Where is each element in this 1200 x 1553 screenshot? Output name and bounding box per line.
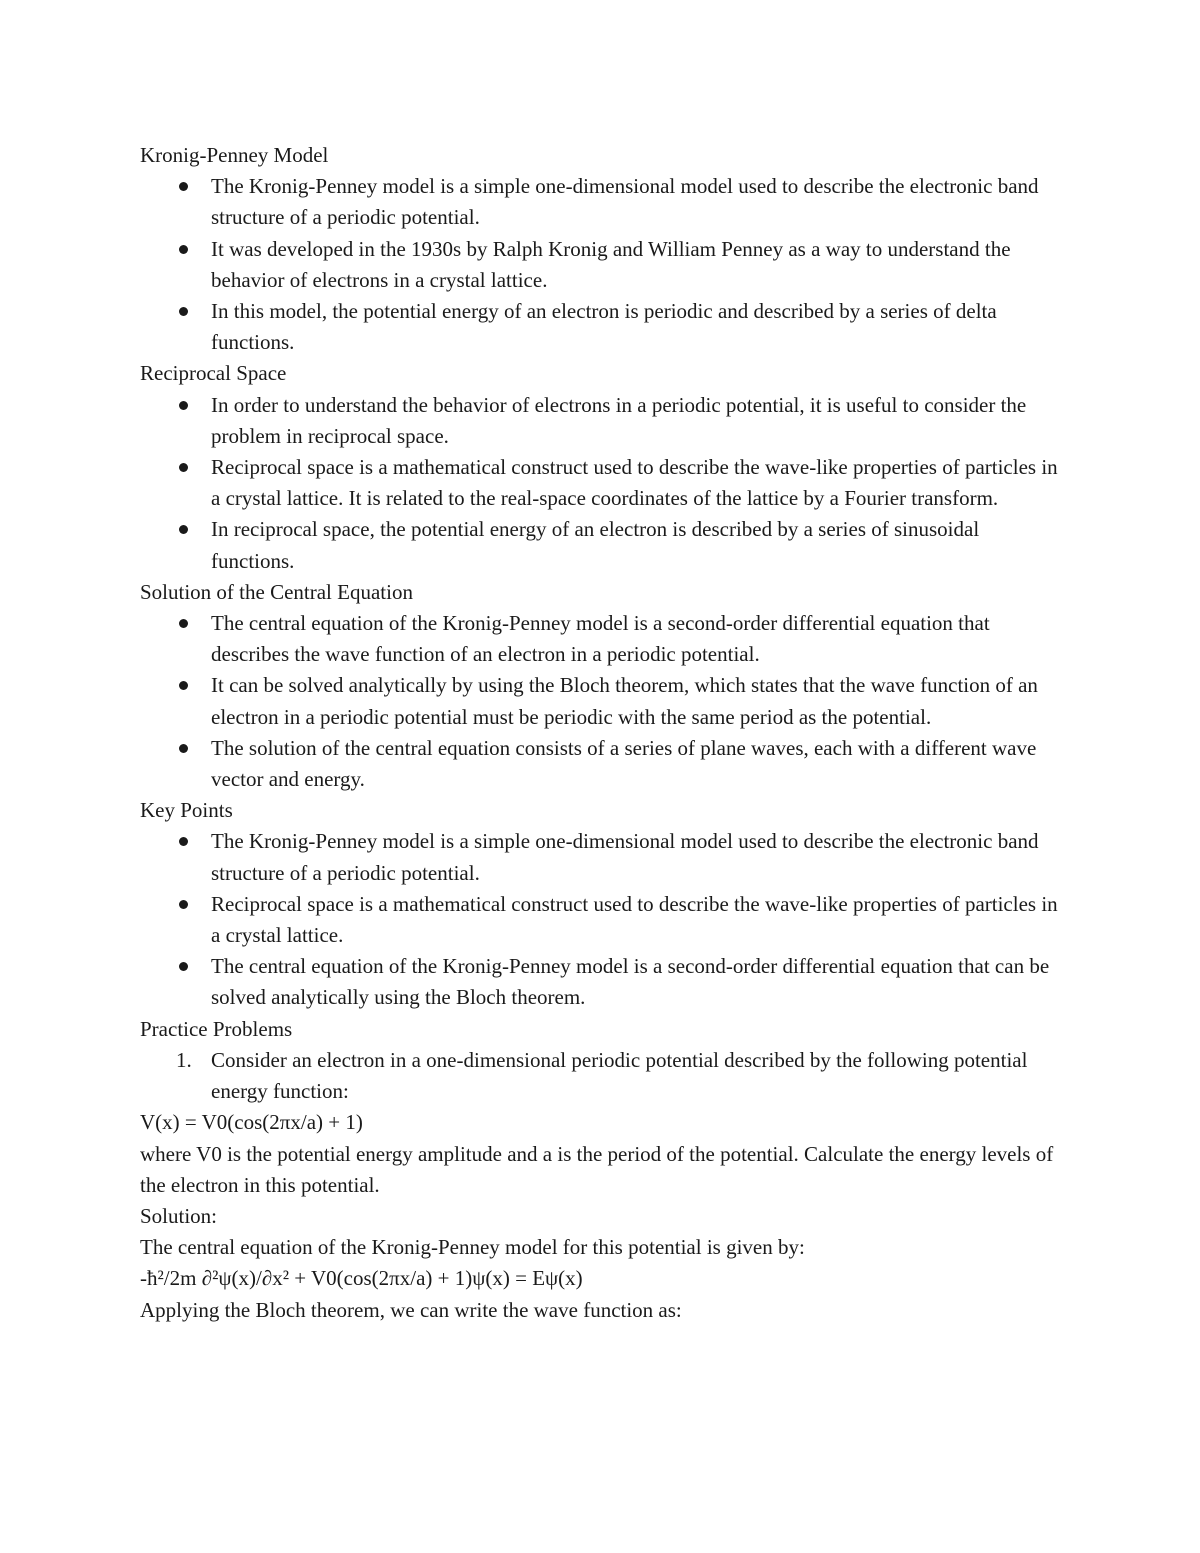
section-title: Kronig-Penney Model xyxy=(140,143,329,167)
bullet-dot-icon xyxy=(179,744,188,753)
bullet-dot-icon xyxy=(179,962,188,971)
bullet-item: The solution of the central equation consists of a series of plane waves, each with a different wave vector and energy. xyxy=(211,733,1060,795)
section-title: Reciprocal Space xyxy=(140,361,287,386)
bullet-list xyxy=(140,826,1060,1013)
bullet-list xyxy=(140,608,1060,795)
bullet-item: The central equation of the Kronig-Penney model is a second-order differential equation that describes the wave function of an electron in a periodic potential. xyxy=(211,608,1060,670)
bullet-item: In this model, the potential energy of an electron is periodic and described by a series of delta functions. xyxy=(211,296,1060,358)
document-page xyxy=(140,140,1060,1326)
bullet-dot-icon xyxy=(179,307,188,316)
section-title: Solution of the Central Equation xyxy=(140,579,413,604)
bullet-dot-icon xyxy=(179,401,188,410)
solution-intro: The central equation of the Kronig-Penney model for this potential is given by: xyxy=(140,1235,805,1260)
solution-label: Solution: xyxy=(140,1203,218,1228)
section-title: Practice Problems xyxy=(140,1016,293,1041)
numbered-list xyxy=(140,1045,1060,1107)
bullet-dot-icon xyxy=(179,463,188,472)
bullet-item: It can be solved analytically by using the Bloch theorem, which states that the wave function of an electron in a periodic potential must be periodic with the same period as the potential. xyxy=(211,670,1060,732)
bullet-item: The Kronig-Penney model is a simple one-dimensional model used to describe the electronic band structure of a periodic potential. xyxy=(211,171,1060,233)
bullet-list xyxy=(140,171,1060,358)
bullet-dot-icon xyxy=(179,900,188,909)
bullet-item: In order to understand the behavior of electrons in a periodic potential, it is useful to consider the problem in reciprocal space. xyxy=(211,390,1060,452)
problem-item xyxy=(176,1045,1060,1107)
section-kronig-penney-model xyxy=(140,140,1060,358)
bullet-item: The central equation of the Kronig-Penney model is a second-order differential equation that can be solved analytically using the Bloch theorem. xyxy=(211,951,1060,1013)
problem-text: Consider an electron in a one-dimensional periodic potential described by the following potential energy function: xyxy=(211,1047,1028,1104)
section-reciprocal-space xyxy=(140,358,1060,576)
bullet-dot-icon xyxy=(179,182,188,191)
potential-equation: V(x) = V0(cos(2πx/a) + 1) xyxy=(140,1110,363,1135)
bullet-item: The Kronig-Penney model is a simple one-dimensional model used to describe the electronic band structure of a periodic potential. xyxy=(211,826,1060,888)
bullet-dot-icon xyxy=(179,525,188,534)
bullet-item: Reciprocal space is a mathematical construct used to describe the wave-like properties of particles in a crystal lattice. It is related to the real-space coordinates of the lattice by a Fourier transform. xyxy=(211,452,1060,514)
bullet-list xyxy=(140,390,1060,577)
section-title: Key Points xyxy=(140,798,233,823)
bullet-dot-icon xyxy=(179,619,188,628)
bloch-intro: Applying the Bloch theorem, we can write the wave function as: xyxy=(140,1297,682,1322)
problem-description: where V0 is the potential energy amplitude and a is the period of the potential. Calculate the energy levels of the electron in this potential. xyxy=(140,1141,1054,1197)
bullet-dot-icon xyxy=(179,245,188,254)
bullet-item: Reciprocal space is a mathematical construct used to describe the wave-like properties of particles in a crystal lattice. xyxy=(211,889,1060,951)
section-practice-problems xyxy=(140,1014,1060,1326)
section-key-points xyxy=(140,795,1060,1013)
central-equation: -ħ²/2m ∂²ψ(x)/∂x² + V0(cos(2πx/a) + 1)ψ(x) = Eψ(x) xyxy=(140,1266,583,1291)
problem-number: 1. xyxy=(176,1047,192,1072)
bullet-item: It was developed in the 1930s by Ralph Kronig and William Penney as a way to understand the behavior of electrons in a crystal lattice. xyxy=(211,234,1060,296)
section-solution-central-equation xyxy=(140,577,1060,795)
bullet-dot-icon xyxy=(179,681,188,690)
bullet-item: In reciprocal space, the potential energy of an electron is described by a series of sinusoidal functions. xyxy=(211,514,1060,576)
bullet-dot-icon xyxy=(179,837,188,846)
